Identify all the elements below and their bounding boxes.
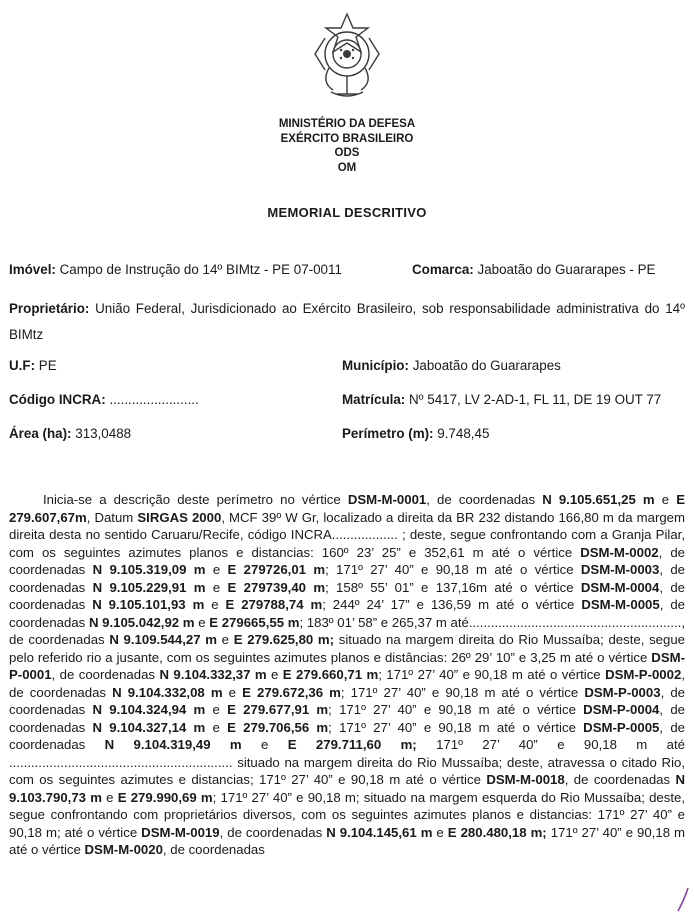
matricula-value: Nº 5417, LV 2-AD-1, FL 11, DE 19 OUT 77 bbox=[408, 392, 662, 407]
bold-text-run: E 279788,74 m bbox=[225, 597, 323, 612]
area-value: 313,0488 bbox=[75, 426, 132, 441]
bold-text-run: E 279.625,80 m; bbox=[233, 632, 335, 647]
text-run: e bbox=[654, 492, 677, 507]
text-run: e bbox=[205, 702, 228, 717]
text-run: , de coordenadas bbox=[9, 597, 685, 630]
text-run: , Datum bbox=[86, 509, 138, 525]
bold-text-run: N 9.104.327,14 m bbox=[92, 719, 206, 735]
perimetro-field bbox=[342, 426, 489, 441]
comarca-label: Comarca: bbox=[412, 262, 474, 277]
bold-text-run: DSM-M-0020 bbox=[84, 842, 163, 857]
incra-value: ........................ bbox=[109, 392, 199, 407]
text-run: ; 171º 27’ 40” e 90,18 m até o vértice bbox=[340, 684, 585, 700]
bold-text-run: N 9.104.332,08 m bbox=[112, 684, 223, 700]
imovel-label: Imóvel: bbox=[9, 262, 56, 277]
text-run: situado na margem direita do Rio Mussaíba; deste, segue pelo referido rio a jusante, com os seguintes azimutes planos e distâncias: 26º 29’ 10” e 3,25 m até o vértice bbox=[9, 632, 686, 665]
bold-text-run: N 9.104.332,37 m bbox=[159, 667, 267, 682]
imovel-field bbox=[9, 262, 342, 277]
text-run: , de coordenadas bbox=[564, 772, 676, 787]
uf-value: PE bbox=[38, 358, 57, 373]
bold-text-run: N 9.103.790,73 m bbox=[9, 772, 686, 805]
bold-text-run: N 9.105.101,93 m bbox=[92, 597, 205, 612]
comarca-field bbox=[412, 262, 655, 277]
bold-text-run: DSM-P-0005 bbox=[583, 719, 660, 735]
institution-header bbox=[0, 117, 694, 175]
matricula-label: Matrícula: bbox=[342, 392, 406, 407]
text-run: ; 244º 24’ 17” e 136,59 m até o vértice bbox=[322, 597, 582, 612]
bold-text-run: E 279.660,71 m bbox=[282, 667, 379, 682]
perimetro-value: 9.748,45 bbox=[437, 426, 490, 441]
bold-text-run: E 279739,40 m bbox=[227, 579, 326, 595]
text-run: , de coordenadas bbox=[51, 667, 160, 682]
ods-heading: ODS bbox=[334, 147, 360, 159]
army-heading: EXÉRCITO BRASILEIRO bbox=[280, 132, 414, 145]
text-run: e bbox=[101, 789, 118, 805]
bold-text-run: E 279.672,36 m bbox=[242, 684, 341, 700]
text-run: e bbox=[216, 632, 234, 647]
bold-text-run: DSM-M-0019 bbox=[141, 824, 220, 840]
bold-text-run: E 279.706,56 m bbox=[227, 719, 329, 735]
bold-text-run: N 9.105.042,92 m bbox=[88, 614, 195, 630]
text-run: e bbox=[205, 719, 228, 735]
comarca-value: Jaboatão do Guararapes - PE bbox=[477, 262, 656, 277]
bold-text-run: E 279.990,69 m bbox=[117, 789, 213, 805]
bold-text-run: DSM-M-0005 bbox=[581, 597, 660, 612]
bold-text-run: DSM-M-0002 bbox=[580, 544, 659, 560]
proprietario-value: União Federal, Jurisdicionado ao Exército Brasileiro, sob responsabilidade administrativa do 14º BIMtz bbox=[9, 301, 685, 342]
matricula-field bbox=[342, 392, 661, 407]
municipio-value: Jaboatão do Guararapes bbox=[412, 358, 561, 373]
text-run: , de coordenadas bbox=[9, 684, 686, 717]
bold-text-run: E 279.607,67m bbox=[9, 492, 686, 525]
text-run: Inicia-se a descrição deste perímetro no vértice bbox=[43, 492, 348, 507]
text-run: ; 171º 27’ 40” e 90,18 m até o vértice bbox=[325, 562, 581, 577]
bold-text-run: E 279665,55 m bbox=[209, 614, 300, 630]
om-heading: OM bbox=[337, 161, 357, 174]
bold-text-run: E 279.711,60 m; bbox=[287, 737, 417, 752]
text-run: ; 171º 27’ 40” e 90,18 m até o vértice bbox=[328, 702, 584, 717]
proprietario-field bbox=[9, 296, 685, 348]
bold-text-run: N 9.105.319,09 m bbox=[92, 562, 206, 577]
text-run: , de coordenadas bbox=[9, 562, 685, 595]
text-run: ; 171º 27’ 40” e 90,18 m até o vértice bbox=[328, 719, 584, 735]
ministry-heading: MINISTÉRIO DA DEFESA bbox=[278, 118, 416, 130]
bold-text-run: DSM-P-0002 bbox=[605, 667, 682, 682]
bold-text-run: N 9.105.651,25 m bbox=[542, 492, 655, 507]
bold-text-run: DSM-M-0003 bbox=[580, 562, 660, 577]
bold-text-run: N 9.104.145,61 m bbox=[326, 824, 433, 840]
bold-text-run: N 9.105.229,91 m bbox=[92, 579, 206, 595]
bold-text-run: DSM-P-0001 bbox=[9, 649, 685, 682]
pen-stroke-icon bbox=[676, 886, 690, 912]
bold-text-run: DSM-P-0003 bbox=[584, 684, 661, 700]
text-run: ; 171º 27’ 40” e 90,18 m até o vértice bbox=[378, 667, 606, 682]
coat-of-arms-icon bbox=[307, 8, 387, 100]
text-run: , de coordenadas bbox=[162, 842, 265, 857]
text-run: , de coordenadas bbox=[426, 492, 543, 507]
perimetro-label: Perímetro (m): bbox=[342, 426, 434, 441]
document-title: MEMORIAL DESCRITIVO bbox=[267, 205, 427, 220]
bold-text-run: N 9.104.324,94 m bbox=[92, 702, 206, 717]
text-run: 171º 27’ 40” e 90,18 m até o vértice bbox=[9, 824, 686, 857]
text-run: , de coordenadas bbox=[9, 719, 685, 752]
incra-label: Código INCRA: bbox=[9, 392, 106, 407]
text-run: e bbox=[205, 562, 228, 577]
description-paragraph bbox=[9, 491, 685, 859]
bold-text-run: DSM-M-0001 bbox=[347, 492, 427, 507]
text-run: , de coordenadas bbox=[9, 667, 685, 700]
bold-text-run: E 280.480,18 m; bbox=[447, 824, 547, 840]
bold-text-run: DSM-P-0004 bbox=[583, 702, 660, 717]
municipio-field bbox=[342, 358, 561, 373]
proprietario-label: Proprietário: bbox=[9, 301, 90, 316]
text-run: e bbox=[222, 684, 243, 700]
bold-text-run: E 279726,01 m bbox=[227, 562, 326, 577]
text-run: , de coordenadas bbox=[9, 702, 685, 735]
uf-label: U.F: bbox=[9, 358, 36, 373]
imovel-value: Campo de Instrução do 14º BIMtz - PE 07-0011 bbox=[59, 262, 342, 277]
text-run: e bbox=[241, 737, 288, 752]
municipio-label: Município: bbox=[342, 358, 409, 373]
text-run: 171º 27’ 40” e 90,18 m até ............................................................. situado na margem direita do Rio Mussaíba; deste, atravessa o citado Rio, com os seguintes azimutes e distancias; 171º 27’ 40” e 90,18 m até o vértice bbox=[9, 737, 685, 787]
bold-text-run: E 279.677,91 m bbox=[227, 702, 329, 717]
text-run: e bbox=[266, 667, 283, 682]
text-run: , de coordenadas bbox=[219, 824, 327, 840]
incra-field bbox=[9, 392, 199, 407]
text-run: , de coordenadas bbox=[9, 544, 686, 577]
text-run: ; 183º 01’ 58” e 265,37 m até.........................................................., de coordenadas bbox=[9, 614, 685, 647]
uf-field bbox=[9, 358, 57, 373]
bold-text-run: SIRGAS 2000 bbox=[137, 509, 222, 525]
text-run: ; 171º 27’ 40” e 90,18 m; situado na margem esquerda do Rio Mussaíba; deste, segue confrontando com proprietários diversos, com os seguintes azimutes planos e distancias: 171º 27’ 40” e 90,18 m; até o vértice bbox=[9, 789, 685, 840]
text-run: ; 158º 55’ 01” e 137,16m até o vértice bbox=[325, 579, 581, 595]
text-run: e bbox=[205, 579, 228, 595]
area-field bbox=[9, 426, 131, 441]
description-body bbox=[9, 491, 685, 859]
text-run: , de coordenadas bbox=[9, 579, 685, 612]
bold-text-run: DSM-M-0004 bbox=[580, 579, 660, 595]
text-run: e bbox=[194, 614, 210, 630]
text-run: , MCF 39º W Gr, localizado a direita da BR 232 distando 166,80 m da margem direita desta no sentido Caruaru/Recife, código INCRA.................. ; deste, segue confrontando com a Granja Pilar, com os seguintes azimutes planos e distancias: 160º 23’ 25” e 352,61 m até o vértice bbox=[9, 509, 685, 560]
area-label: Área (ha): bbox=[9, 426, 72, 441]
text-run: e bbox=[204, 597, 226, 612]
text-run: e bbox=[432, 824, 448, 840]
bold-text-run: N 9.109.544,27 m bbox=[109, 632, 217, 647]
bold-text-run: N 9.104.319,49 m bbox=[104, 737, 242, 752]
bold-text-run: DSM-M-0018 bbox=[486, 772, 565, 787]
